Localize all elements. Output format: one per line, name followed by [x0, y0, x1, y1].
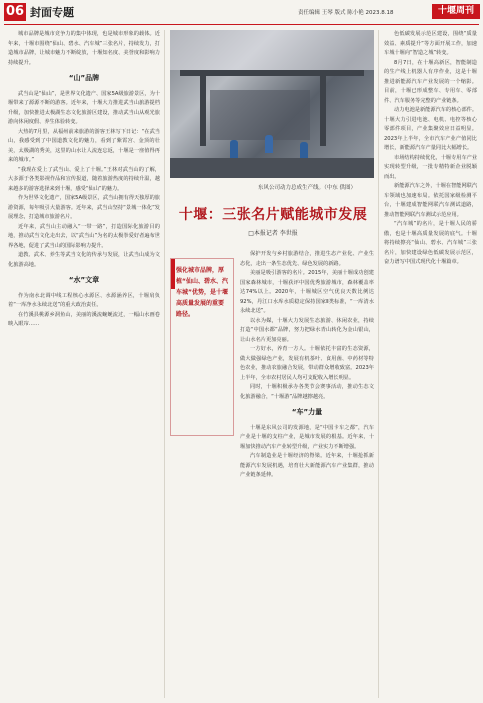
paragraph: 作为世界文化遗产，国家5A级景区，武当山拥有得天独厚的旅游资源，每年吸引大量游客。近年来，武当山坚持“景城一体化”发展理念，打造城市旅游名片。 — [8, 195, 160, 220]
article-title: 十堰：三张名片赋能城市发展 — [178, 207, 368, 223]
column-1 — [8, 30, 160, 698]
heading-car: “车”力量 — [291, 408, 323, 416]
paragraph: 保护开发与乡村旅游结合，推进生态产业化、产业生态化，走出一条生态优先、绿色发展的新路。 — [240, 251, 374, 267]
header-rule — [4, 24, 479, 25]
paragraph: 在竹溪县桃源乡洞鱼山，美丽的溪流蜿蜒流过，一幅山水画卷映入眼帘…… — [8, 311, 160, 327]
column-divider — [378, 30, 379, 698]
paragraph: 8月7日，在十堰高新区，智能制造的生产线上机器人有序作业，这是十堰推进新能源汽车产业发展的一个缩影。目前，十堰已形成整车、专用车、零部件、汽车服务等完整的产业链条。 — [384, 59, 477, 104]
heading-water: “水”文章 — [68, 276, 100, 284]
column-3 — [384, 30, 477, 698]
paragraph: 作为南水北调中线工程核心水源区、水源涵养区，十堰肩负着“一库净水永续北送”的重大政治责任。 — [8, 292, 160, 308]
photo-caption: 东风公司动力总成生产线。（中东 供图） — [258, 185, 356, 191]
pull-quote-text: 强化城市品牌，厚植“仙山、碧水、汽车城”优势，是十堰高质量发展的重要路径。 — [176, 267, 228, 318]
article-byline: □本报记者 李世报 — [248, 230, 298, 237]
page-number: 06 — [5, 4, 25, 19]
paragraph: 武当山是“仙山”，是世界文化遗产、国家5A级旅游景区，为十堰带来了源源不断的游客。近年来，十堰大力推进武当山旅游提档升级，加快推进太极湖生态文化旅游区建设，推动武当山从观光旅游向休闲度假、养生体验转变。 — [8, 90, 160, 125]
col1-tail — [8, 292, 160, 330]
column-2 — [240, 250, 374, 698]
paragraph: “我现在爱上了武当山、爱上了十堰。”王林对武当山的了解，大多源于各类影视作品和宣传报道，随着旅游热度的持续升温，越来越多的游客选择来到十堰，感受“仙山”的魅力。 — [8, 166, 160, 192]
paragraph: 以水为媒，十堰大力发展生态旅游、休闲农业，持续打造“中国水都”品牌，努力把绿水青山转化为金山银山，让山水名片更加亮丽。 — [240, 317, 374, 343]
newspaper-brand: 十堰周刊 — [432, 4, 480, 19]
factory-photo — [170, 30, 374, 178]
col1-intro — [8, 30, 160, 68]
col2-tail — [240, 424, 374, 481]
paragraph: “汽车城”的名片，是十堰人民的骄傲，也是十堰高质量发展的底气。十堰将持续擦亮“仙山、碧水、汽车城”三张名片，加快建设绿色低碳发展示范区，奋力谱写中国式现代化十堰篇章。 — [384, 221, 477, 265]
paragraph: 十堰是东风公司的发源地，是“中国卡车之都”，汽车产业是十堰的支柱产业，是城市发展的根基。近年来，十堰加快推动汽车产业转型升级，产业实力不断增强。 — [240, 424, 374, 450]
paragraph: 一方好水，养育一方人。十堰依托丰富的生态资源，做大做强绿色产业，发展有机茶叶、食用菌、中药材等特色农业，推动农旅融合发展，带动群众增收致富。2023年上半年，全市农村居民人均可支配收入增长明显。 — [240, 346, 374, 381]
col2-body — [240, 250, 374, 402]
col3-body — [384, 30, 477, 268]
column-divider — [164, 30, 165, 698]
paragraph: 道教、武术、养生等武当文化的传承与发展，让武当山成为文化旅游高地。 — [8, 252, 160, 268]
paragraph: 色低碳发展示范区建设，围绕“质量效益、素质提升”等方面开展工作，加速车城十堰向“智造之城”转变。 — [384, 31, 477, 56]
paragraph: 市场结构持续优化，十堰专用车产业实现转型升级，一批专精特新企业脱颖而出。 — [384, 154, 477, 180]
pull-quote-bar — [171, 259, 175, 289]
paragraph: 动力电池是新能源汽车的核心部件。十堰大力引进电池、电机、电控等核心零部件项目，产业集聚效应日益明显。2023年上半年，全市汽车产业产值同比增长，新能源汽车产量同比大幅增长。 — [384, 107, 477, 151]
page-header — [0, 0, 483, 24]
paragraph: 汽车制造业是十堰经济的脊梁。近年来，十堰抢抓新能源汽车发展机遇，培育壮大新能源汽车产业集群，推动产业链条延伸。 — [240, 453, 374, 478]
section-title: 封面专题 — [30, 6, 74, 19]
paragraph: 近年来，武当山主动融入“一带一路”，打造国际化旅游目的地，推动武当文化走出去，以“武当山”为名的太极拳爱好者遍布世界各地，促进了武当山的国际影响力提升。 — [8, 223, 160, 249]
editor-credits: 责任编辑 王琴 版式 陈小艳 2023.8.18 — [298, 10, 394, 16]
pull-quote — [170, 258, 234, 436]
heading-mountain: “山”品牌 — [68, 74, 100, 82]
col1-body — [8, 90, 160, 271]
paragraph: 新能源汽车之外，十堰在智能网联汽车领域也加速布局。依托国家级检测平台，十堰建成智能网联汽车测试道路，推动智能网联汽车测试示范应用。 — [384, 183, 477, 218]
paragraph: 同时，十堰积极承办各类节会赛事活动，推动生态文化旅游融合，“十堰游”品牌越擦越亮。 — [240, 384, 374, 400]
paragraph: 美丽是吸引游客的名片。2015年，美丽十堰成功创建国家森林城市，十堰获评中国优秀旅游城市，森林覆盖率达74%以上。2020年，十堰城区空气优良天数比例达92%，丹江口水库水质稳定保持国家Ⅱ类标准，“一库清水永续北送”。 — [240, 270, 374, 314]
paragraph: 城市品牌是城市竞争力的集中体现，也是城市形象的载体。近年来，十堰市围绕“仙山、碧水、汽车城”三张名片，持续发力，打造城市品牌，让城市魅力不断绽放，十堰知名度、美誉度和影响力持续提升。 — [8, 31, 160, 66]
paragraph: 大热的7月里，从福州前来旅游的游客王林写下日记：“在武当山，我感受到了中国道教文化的魅力，看到了紫霄宫、金顶的壮美，太极湖的秀美，这里的山水让人流连忘返，十堰是一座值得再来的城市。” — [8, 128, 160, 163]
